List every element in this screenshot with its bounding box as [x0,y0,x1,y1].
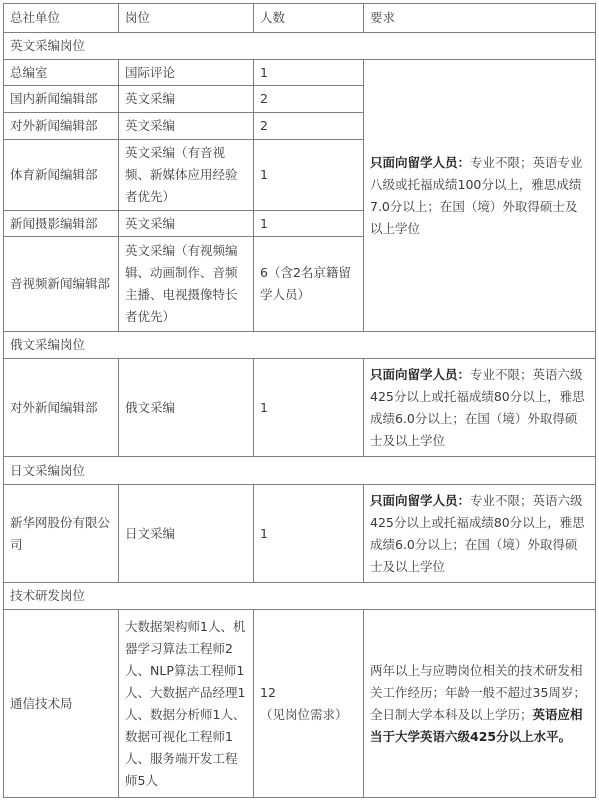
unit-cell: 国内新闻编辑部 [4,86,119,113]
requirement-text: 专业不限；英语六级425分以上或托福成绩80分以上，雅思成绩6.0分以上；在国（境）外取得硕士及以上学位 [370,492,585,574]
count-cell: 6（含2名京籍留学人员） [254,237,364,332]
unit-cell: 对外新闻编辑部 [4,113,119,140]
table-row [4,485,596,583]
header-requirement: 要求 [364,4,596,33]
count-cell: 2 [254,86,364,113]
requirement-bold: 英语应相当于大学英语六级425分以上水平。 [370,706,583,744]
count-number: 12 [260,684,276,700]
table-row [4,610,596,798]
header-count: 人数 [254,4,364,33]
position-cell: 英文采编（有音视频、新媒体应用经验者优先） [119,140,254,211]
header-unit: 总社单位 [4,4,119,33]
requirement-text: 专业不限；英语六级425分以上或托福成绩80分以上，雅思成绩6.0分以上；在国（境）外取得硕士及以上学位 [370,366,585,448]
section-title-japanese: 日文采编岗位 [4,457,596,485]
section-row-english [4,33,596,60]
position-cell: 英文采编 [119,86,254,113]
page [3,3,596,798]
header-position: 岗位 [119,4,254,33]
position-cell: 俄文采编 [119,359,254,457]
section-row-japanese [4,457,596,485]
requirement-text: 两年以上与应聘岗位相关的技术研发相关工作经历；年龄一般不超过35周岁；全日制大学本科及以上学历； [370,662,586,722]
position-cell: 日文采编 [119,485,254,583]
unit-cell: 总编室 [4,60,119,86]
unit-cell: 通信技术局 [4,610,119,798]
requirement-cell-russian [364,359,596,457]
count-cell: 1 [254,140,364,211]
table-row [4,359,596,457]
unit-cell: 新华网股份有限公司 [4,485,119,583]
requirement-text: 专业不限；英语专业八级或托福成绩100分以上，雅思成绩7.0分以上；在国（境）外取得硕士及以上学位 [370,154,583,236]
requirement-bold: 只面向留学人员： [370,492,471,508]
position-cell: 英文采编 [119,113,254,140]
count-cell: 1 [254,485,364,583]
position-cell: 英文采编（有视频编辑、动画制作、音频主播、电视摄像特长者优先） [119,237,254,332]
unit-cell: 新闻摄影编辑部 [4,211,119,237]
section-title-russian: 俄文采编岗位 [4,332,596,359]
section-title-tech: 技术研发岗位 [4,583,596,610]
position-cell: 英文采编 [119,211,254,237]
requirement-cell-japanese [364,485,596,583]
requirement-cell-tech [364,610,596,798]
count-cell: 1 [254,211,364,237]
requirement-bold: 只面向留学人员： [370,366,471,382]
count-note: （见岗位需求） [260,706,348,722]
count-cell [254,610,364,798]
position-cell: 国际评论 [119,60,254,86]
count-cell: 1 [254,60,364,86]
count-cell: 2 [254,113,364,140]
section-row-tech [4,583,596,610]
section-row-russian [4,332,596,359]
section-title-english: 英文采编岗位 [4,33,596,60]
unit-cell: 音视频新闻编辑部 [4,237,119,332]
position-cell: 大数据架构师1人、机器学习算法工程师2人、NLP算法工程师1人、大数据产品经理1人、数据分析师1人、数据可视化工程师1人、服务端开发工程师5人 [119,610,254,798]
unit-cell: 体育新闻编辑部 [4,140,119,211]
requirement-cell-english [364,60,596,332]
recruitment-table [3,3,596,798]
count-cell: 1 [254,359,364,457]
requirement-bold: 只面向留学人员： [370,154,471,170]
unit-cell: 对外新闻编辑部 [4,359,119,457]
table-row [4,60,596,86]
header-row [4,4,596,33]
